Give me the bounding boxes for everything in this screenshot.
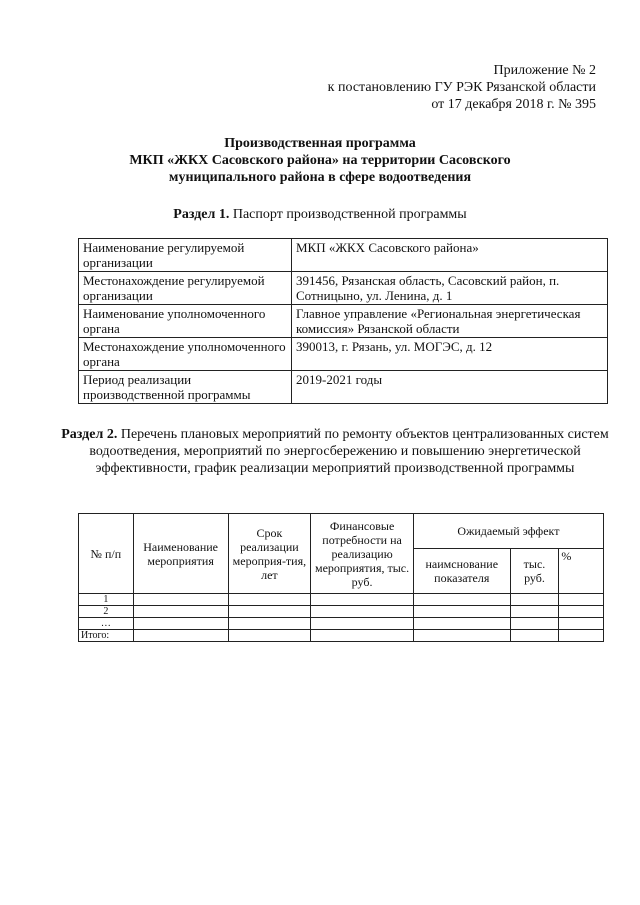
table-row <box>79 606 604 618</box>
table-cell <box>559 606 604 618</box>
header-finance: Финансовые потребности на реализацию мероприятия, тыс. руб. <box>311 514 414 594</box>
table-row <box>79 618 604 630</box>
section-2-heading <box>60 426 610 477</box>
passport-table <box>78 238 608 404</box>
passport-label: Наименование регулируемой организации <box>79 239 292 272</box>
row-number: … <box>79 618 134 630</box>
section-2-label: Раздел 2. <box>61 427 118 442</box>
table-cell <box>510 594 559 606</box>
table-cell <box>228 606 311 618</box>
section-2-title: Перечень плановых мероприятий по ремонту объектов централизованных систем водоотведения, мероприятий по энергосбережению и повышению энергетической эффективности, график реализации мероприятий производственной программы <box>89 427 609 476</box>
table-row <box>79 630 604 642</box>
table-cell <box>510 606 559 618</box>
table-row <box>79 594 604 606</box>
appendix-header <box>328 62 596 113</box>
table-cell <box>133 606 228 618</box>
passport-value: 390013, г. Рязань, ул. МОГЭС, д. 12 <box>292 338 608 371</box>
row-number: 2 <box>79 606 134 618</box>
passport-value: 2019-2021 годы <box>292 371 608 404</box>
table-cell <box>228 618 311 630</box>
table-cell <box>311 618 414 630</box>
table-cell <box>228 594 311 606</box>
table-cell <box>133 594 228 606</box>
table-cell <box>413 630 510 642</box>
table-row <box>79 239 608 272</box>
title-line-3: муниципального района в сфере водоотведения <box>168 170 472 185</box>
table-header-row <box>79 514 604 549</box>
table-cell <box>559 618 604 630</box>
table-cell <box>228 630 311 642</box>
header-name: Наименование мероприятия <box>133 514 228 594</box>
table-row <box>79 338 608 371</box>
title-line-2: МКП «ЖКХ Сасовского района» на территории Сасовского <box>129 153 511 168</box>
passport-value: Главное управление «Региональная энергетическая комиссия» Рязанской области <box>292 305 608 338</box>
appendix-number: Приложение № 2 <box>493 63 596 78</box>
total-label: Итого: <box>79 630 134 642</box>
passport-value: 391456, Рязанская область, Сасовский район, п. Сотницыно, ул. Ленина, д. 1 <box>292 272 608 305</box>
table-cell <box>133 630 228 642</box>
header-percent: % <box>559 549 604 594</box>
table-cell <box>413 618 510 630</box>
document-title <box>0 135 640 186</box>
table-row <box>79 305 608 338</box>
passport-label: Наименование уполномоченного органа <box>79 305 292 338</box>
title-line-1: Производственная программа <box>224 136 416 151</box>
header-term: Срок реализации мероприя-тия, лет <box>228 514 311 594</box>
plan-table <box>78 513 604 642</box>
table-cell <box>311 606 414 618</box>
table-cell <box>559 594 604 606</box>
section-1-label: Раздел 1. <box>173 207 230 222</box>
header-num: № п/п <box>79 514 134 594</box>
passport-label: Местонахождение уполномоченного органа <box>79 338 292 371</box>
table-cell <box>311 594 414 606</box>
table-row <box>79 371 608 404</box>
passport-value: МКП «ЖКХ Сасовского района» <box>292 239 608 272</box>
table-cell <box>133 618 228 630</box>
header-indicator: наимснование показателя <box>413 549 510 594</box>
passport-label: Период реализации производственной программы <box>79 371 292 404</box>
passport-label: Местонахождение регулируемой организации <box>79 272 292 305</box>
table-cell <box>510 618 559 630</box>
header-thousand: тыс. руб. <box>510 549 559 594</box>
table-cell <box>311 630 414 642</box>
section-1-heading <box>0 206 640 223</box>
table-cell <box>413 606 510 618</box>
table-cell <box>559 630 604 642</box>
table-row <box>79 272 608 305</box>
row-number: 1 <box>79 594 134 606</box>
table-cell <box>510 630 559 642</box>
header-effect: Ожидаемый эффект <box>413 514 603 549</box>
appendix-reference: к постановлению ГУ РЭК Рязанской области <box>327 80 596 95</box>
section-1-title: Паспорт производственной программы <box>229 207 467 222</box>
appendix-date: от 17 декабря 2018 г. № 395 <box>431 97 596 112</box>
table-cell <box>413 594 510 606</box>
